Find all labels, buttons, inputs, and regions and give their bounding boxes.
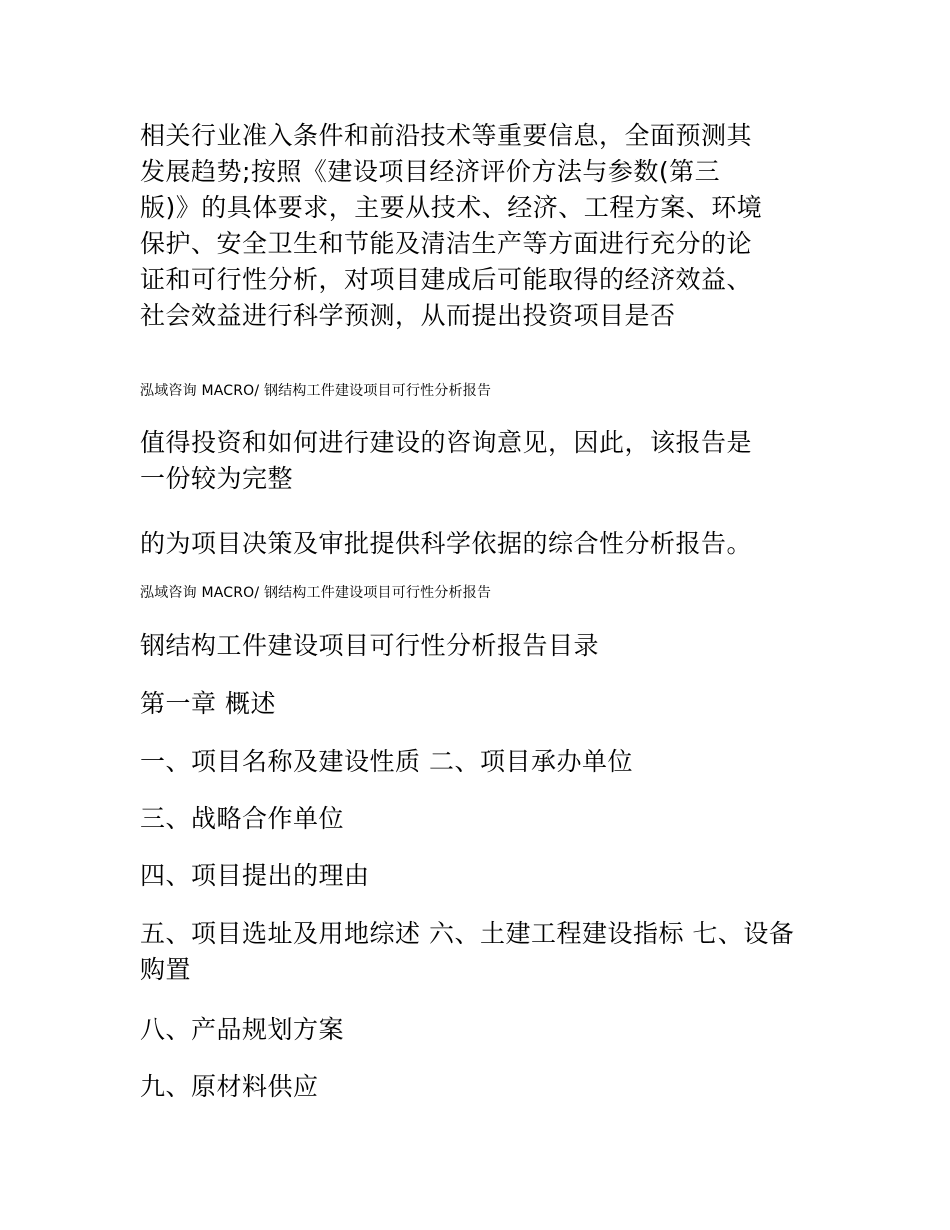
toc-item: 一、项目名称及建设性质 二、项目承办单位 <box>140 747 633 776</box>
toc-item: 购置 <box>140 955 192 984</box>
continuation-paragraph <box>140 425 820 497</box>
intro-line: 证和可行性分析，对项目建成后可能取得的经济效益、 <box>140 265 753 294</box>
intro-line: 社会效益进行科学预测，从而提出投资项目是否 <box>140 301 676 330</box>
continuation-line: 值得投资和如何进行建设的咨询意见，因此，该报告是 <box>140 428 753 457</box>
intro-line: 相关行业准入条件和前沿技术等重要信息，全面预测其 <box>140 121 753 150</box>
toc-item: 四、项目提出的理由 <box>140 861 370 890</box>
running-header: 泓域咨询 MACRO/ 钢结构工件建设项目可行性分析报告 <box>140 383 492 399</box>
continuation-final-line: 的为项目决策及审批提供科学依据的综合性分析报告。 <box>140 529 753 558</box>
intro-line: 发展趋势;按照《建设项目经济评价方法与参数(第三 <box>140 157 721 186</box>
toc-title: 钢结构工件建设项目可行性分析报告目录 <box>140 631 600 660</box>
toc-item: 八、产品规划方案 <box>140 1015 345 1044</box>
toc-item: 三、战略合作单位 <box>140 804 345 833</box>
running-header: 泓域咨询 MACRO/ 钢结构工件建设项目可行性分析报告 <box>140 585 492 601</box>
intro-paragraph <box>140 118 820 334</box>
continuation-line: 一份较为完整 <box>140 464 294 493</box>
intro-line: 版)》的具体要求，主要从技术、经济、工程方案、环境 <box>140 193 763 222</box>
toc-item: 五、项目选址及用地综述 六、土建工程建设指标 七、设备 <box>140 919 795 948</box>
toc-item: 九、原材料供应 <box>140 1072 319 1101</box>
toc-chapter-heading: 第一章 概述 <box>140 689 276 718</box>
intro-line: 保护、安全卫生和节能及清洁生产等方面进行充分的论 <box>140 229 753 258</box>
